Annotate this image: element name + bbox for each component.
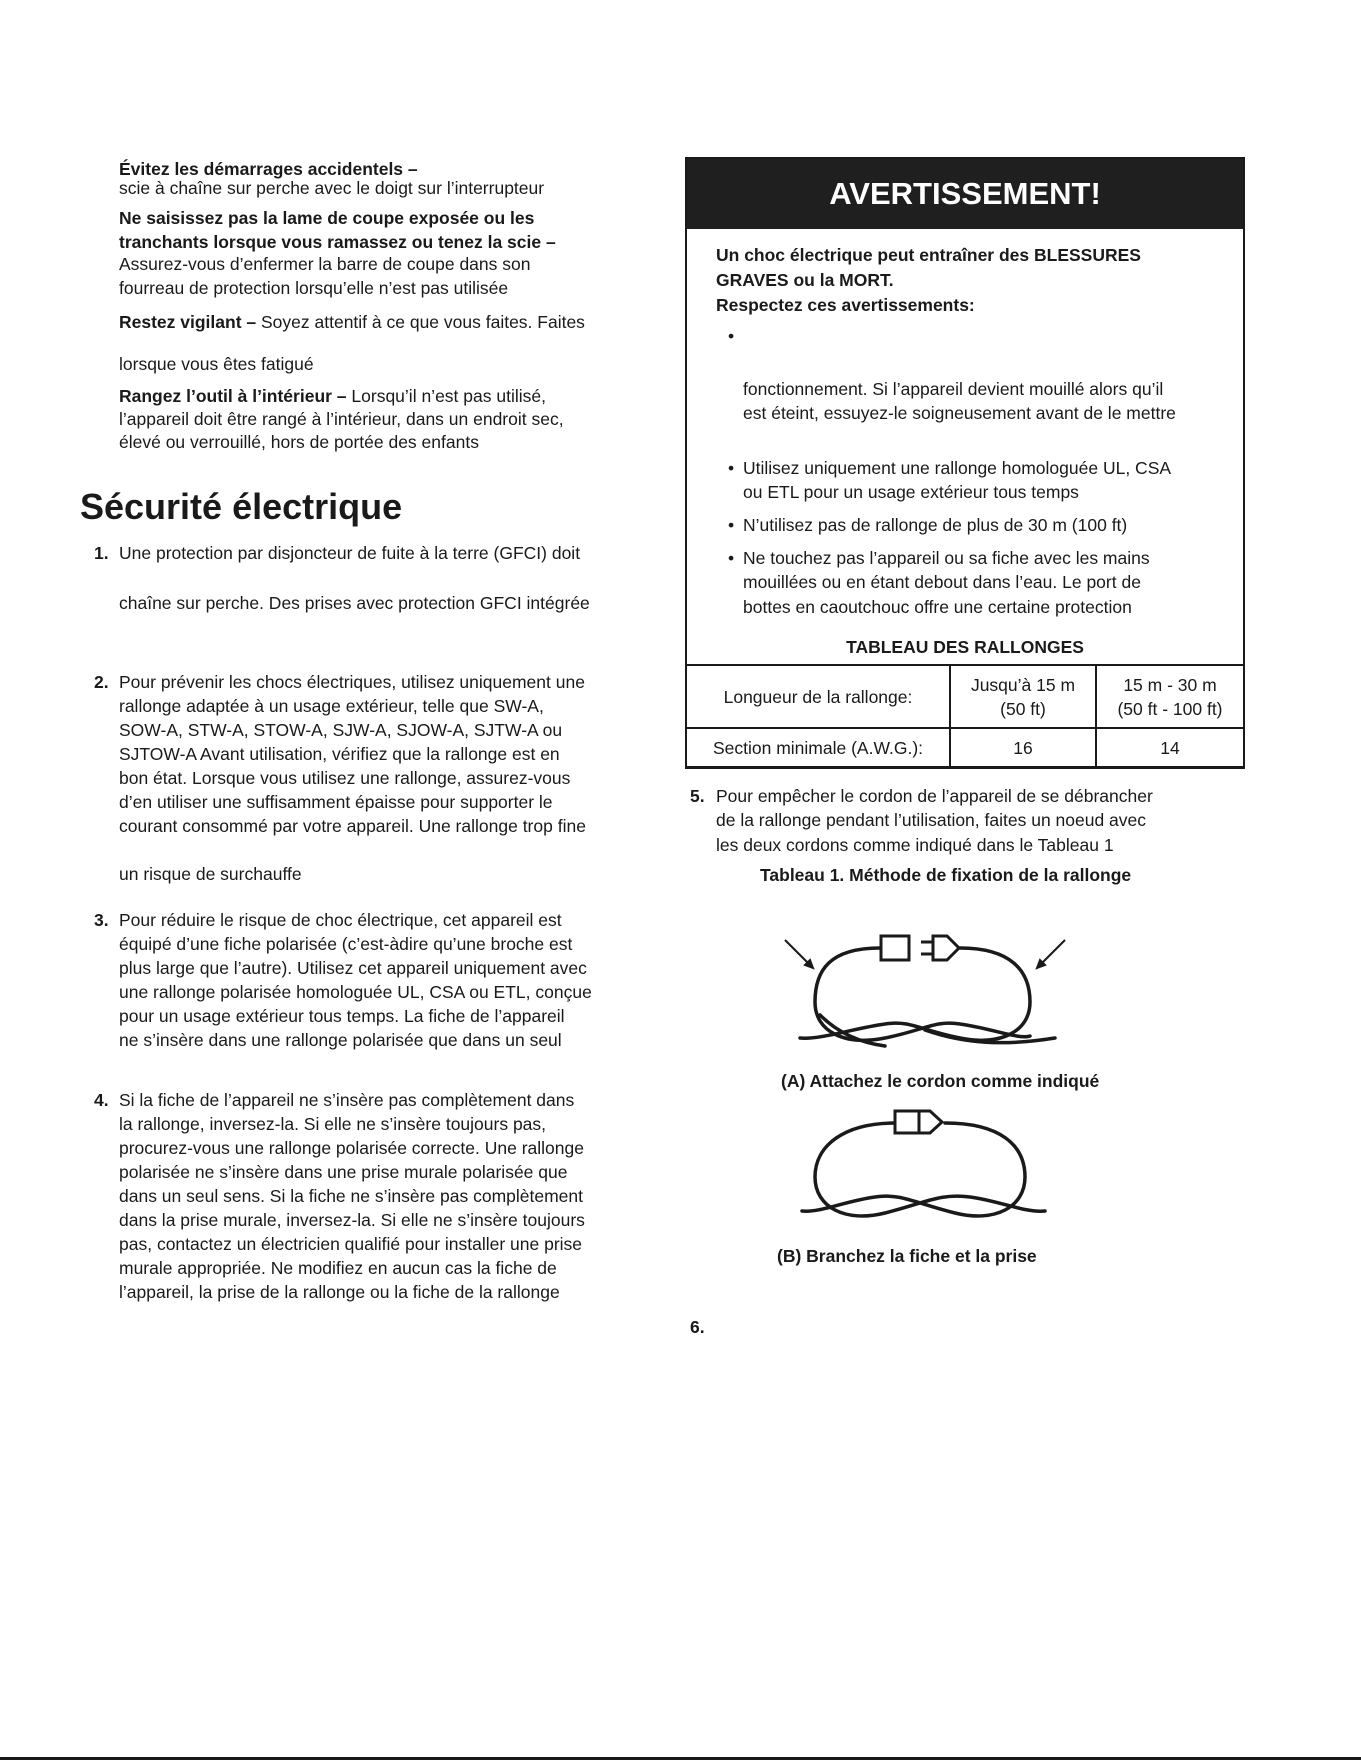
table-title: TABLEAU DES RALLONGES xyxy=(846,637,1084,657)
warning-text: est éteint, essuyez-le soigneusement avant de le mettre xyxy=(743,403,1176,423)
item-text: plus large que l’autre). Utilisez cet appareil uniquement avec xyxy=(119,958,587,978)
item-text: rallonge adaptée à un usage extérieur, telle que SW-A, xyxy=(119,696,544,716)
warning-text: Utilisez uniquement une rallonge homologuée UL, CSA xyxy=(743,458,1172,478)
item-text: Pour prévenir les chocs électriques, utilisez uniquement une xyxy=(119,672,585,692)
item-text: de la rallonge pendant l’utilisation, faites un noeud avec xyxy=(716,810,1147,830)
table-cell: 14 xyxy=(1096,728,1244,768)
figure-caption: (B) Branchez la fiche et la prise xyxy=(777,1246,1037,1266)
item-text: bon état. Lorsque vous utilisez une rallonge, assurez-vous xyxy=(119,768,571,788)
item-text: d’en utiliser une suffisamment épaisse pour supporter le xyxy=(119,792,553,812)
item-text: pour un usage extérieur tous temps. La fiche de l’appareil xyxy=(119,1006,565,1026)
warning-intro: GRAVES ou la MORT. xyxy=(716,270,894,290)
paragraph-text: lorsque vous êtes fatigué xyxy=(119,354,314,374)
warning-text: N’utilisez pas de rallonge de plus de 30 m (100 ft) xyxy=(743,515,1128,535)
extension-table xyxy=(685,664,1245,769)
table-cell: 16 xyxy=(950,728,1096,768)
item-number: 4. xyxy=(94,1090,109,1110)
warning-intro: Un choc électrique peut entraîner des BLESSURES xyxy=(716,245,1141,265)
bullet-icon: • xyxy=(728,326,735,346)
item-text: SOW-A, STW-A, STOW-A, SJW-A, SJOW-A, SJTW-A ou xyxy=(119,720,563,740)
warning-text: fonctionnement. Si l’appareil devient mouillé alors qu’il xyxy=(743,379,1164,399)
item-text: Si la fiche de l’appareil ne s’insère pas complètement dans xyxy=(119,1090,575,1110)
cell-line: Jusqu’à 15 m xyxy=(970,674,1076,695)
warning-text: mouillées ou en étant debout dans l’eau. Le port de xyxy=(743,572,1141,592)
table-row xyxy=(686,728,1244,768)
item-text: ne s’insère dans une rallonge polarisée que dans un seul xyxy=(119,1030,562,1050)
paragraph-title: Ne saisissez pas la lame de coupe exposée ou les xyxy=(119,208,535,228)
paragraph xyxy=(119,384,546,408)
paragraph-text: scie à chaîne sur perche avec le doigt sur l’interrupteur xyxy=(119,178,545,198)
item-number: 6. xyxy=(690,1317,705,1337)
item-text: l’appareil, la prise de la rallonge ou la fiche de la rallonge xyxy=(119,1282,560,1302)
item-text: Pour réduire le risque de choc électrique, cet appareil est xyxy=(119,910,562,930)
paragraph-text: fourreau de protection lorsqu’elle n’est pas utilisée xyxy=(119,278,509,298)
paragraph-title: Évitez les démarrages accidentels – xyxy=(119,159,418,179)
item-text: dans la prise murale, inversez-la. Si elle ne s’insère toujours xyxy=(119,1210,585,1230)
item-text: une rallonge polarisée homologuée UL, CSA ou ETL, conçue xyxy=(119,982,592,1002)
item-text: équipé d’une fiche polarisée (c’est-àdire qu’une broche est xyxy=(119,934,573,954)
warning-text: Ne touchez pas l’appareil ou sa fiche avec les mains xyxy=(743,548,1150,568)
table-row xyxy=(686,665,1244,728)
paragraph-text: élevé ou verrouillé, hors de portée des enfants xyxy=(119,432,479,452)
item-text: Pour empêcher le cordon de l’appareil de se débrancher xyxy=(716,786,1153,806)
bullet-icon: • xyxy=(728,458,735,478)
item-text: chaîne sur perche. Des prises avec protection GFCI intégrée xyxy=(119,593,590,613)
item-text: dans un seul sens. Si la fiche ne s’insère pas complètement xyxy=(119,1186,584,1206)
warning-intro: Respectez ces avertissements: xyxy=(716,295,975,315)
item-text: Une protection par disjoncteur de fuite à la terre (GFCI) doit xyxy=(119,543,581,563)
paragraph-text: l’appareil doit être rangé à l’intérieur, dans un endroit sec, xyxy=(119,409,564,429)
cell-line: (50 ft) xyxy=(1000,698,1046,719)
table-cell: Longueur de la rallonge: xyxy=(686,665,950,728)
item-text: un risque de surchauffe xyxy=(119,864,302,884)
item-text: SJTOW-A Avant utilisation, vérifiez que la rallonge est en xyxy=(119,744,560,764)
paragraph-text: Lorsqu’il n’est pas utilisé, xyxy=(346,386,546,406)
item-text: polarisée ne s’insère dans une prise murale polarisée que xyxy=(119,1162,568,1182)
cell-line: 15 m - 30 m xyxy=(1123,674,1217,695)
item-text: pas, contactez un électricien qualifié pour installer une prise xyxy=(119,1234,583,1254)
item-number: 1. xyxy=(94,543,109,563)
table-cell: Section minimale (A.W.G.): xyxy=(686,728,950,768)
cell-line: (50 ft - 100 ft) xyxy=(1117,698,1223,719)
figure-title: Tableau 1. Méthode de fixation de la rallonge xyxy=(760,865,1132,885)
bullet-icon: • xyxy=(728,548,735,568)
table-cell xyxy=(1096,665,1244,728)
warning-heading: AVERTISSEMENT! xyxy=(687,159,1243,229)
item-text: courant consommé par votre appareil. Une rallonge trop fine xyxy=(119,816,586,836)
warning-text: bottes en caoutchouc offre une certaine protection xyxy=(743,597,1132,617)
paragraph-text: Assurez-vous d’enfermer la barre de coupe dans son xyxy=(119,254,531,274)
cord-knot-illustration-b xyxy=(790,1105,1060,1235)
figure-caption: (A) Attachez le cordon comme indiqué xyxy=(781,1071,1100,1091)
footer-rule xyxy=(0,1757,1361,1760)
item-text: les deux cordons comme indiqué dans le Tableau 1 xyxy=(716,835,1114,855)
item-number: 5. xyxy=(690,786,705,806)
item-text: murale appropriée. Ne modifiez en aucun cas la fiche de xyxy=(119,1258,557,1278)
paragraph-title: tranchants lorsque vous ramassez ou tenez la scie – xyxy=(119,232,556,252)
item-text: procurez-vous une rallonge polarisée correcte. Une rallonge xyxy=(119,1138,584,1158)
item-number: 3. xyxy=(94,910,109,930)
paragraph-title: Restez vigilant – xyxy=(119,312,257,332)
paragraph xyxy=(119,310,585,334)
cord-knot-illustration-a xyxy=(775,920,1075,1060)
bullet-icon: • xyxy=(728,515,735,535)
item-text: la rallonge, inversez-la. Si elle ne s’insère toujours pas, xyxy=(119,1114,547,1134)
section-title: Sécurité électrique xyxy=(80,486,403,527)
warning-box xyxy=(685,157,1245,768)
warning-text: ou ETL pour un usage extérieur tous temps xyxy=(743,482,1079,502)
paragraph-title: Rangez l’outil à l’intérieur – xyxy=(119,386,347,406)
paragraph-text: Soyez attentif à ce que vous faites. Faites xyxy=(256,312,585,332)
item-number: 2. xyxy=(94,672,109,692)
table-cell xyxy=(950,665,1096,728)
